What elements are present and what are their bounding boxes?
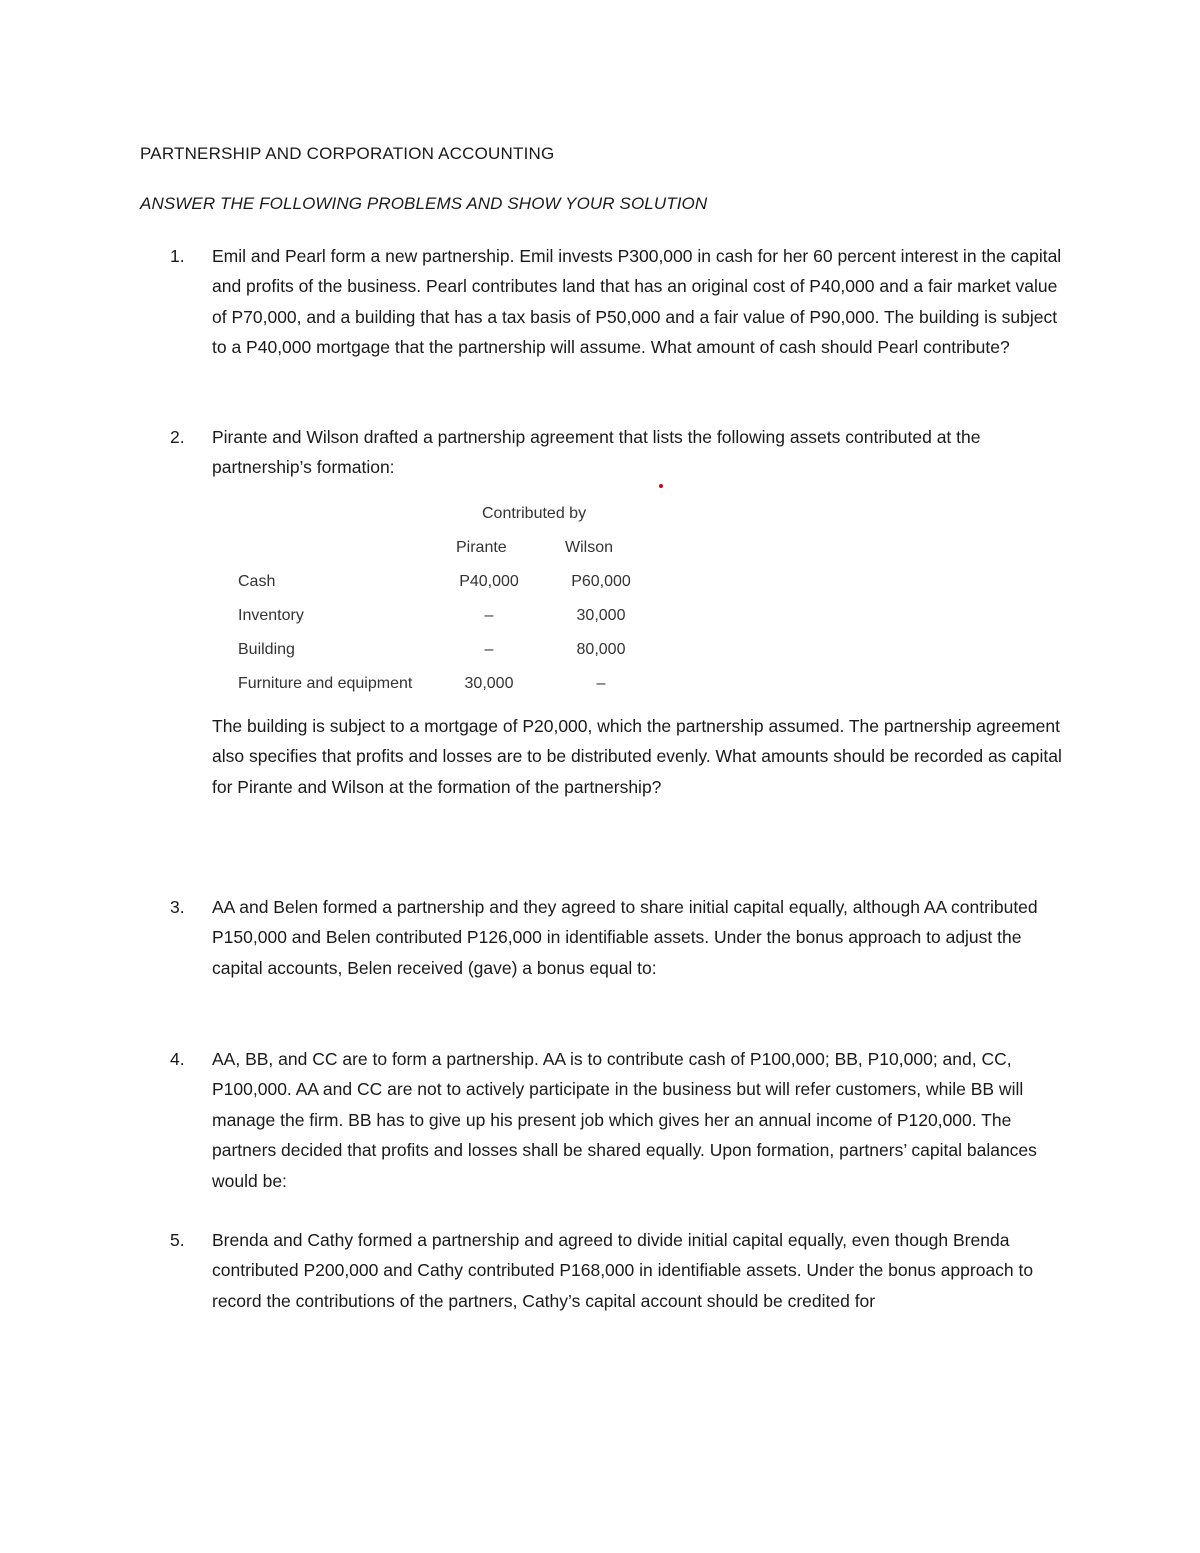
problem-5	[170, 1225, 1070, 1316]
column-header-pirante: Pirante	[456, 539, 507, 556]
contribution-table	[238, 505, 658, 705]
pirante-value: –	[484, 641, 494, 658]
red-mark	[659, 484, 663, 488]
document-instructions: ANSWER THE FOLLOWING PROBLEMS AND SHOW YOUR SOLUTION	[140, 194, 708, 213]
problem-text: Pirante and Wilson drafted a partnership agreement that lists the following assets contributed at the partnership’s formation:	[212, 427, 981, 478]
pirante-value: 30,000	[464, 675, 514, 692]
column-header-wilson: Wilson	[565, 539, 614, 556]
wilson-value: 80,000	[576, 641, 626, 658]
problem-text: AA, BB, and CC are to form a partnership. AA is to contribute cash of P100,000; BB, P10,000; and, CC, P100,000. AA and CC are not to actively participate in the business but will refer customers, while BB will manage the firm. BB has to give up his present job which gives her an annual income of P120,000. The partners decided that profits and losses shall be shared equally. Upon formation, partners’ capital balances would be:	[212, 1049, 1037, 1191]
row-label: Cash	[238, 573, 276, 590]
pirante-value: –	[484, 607, 494, 624]
wilson-value: –	[596, 675, 606, 692]
problem-1	[170, 241, 1070, 363]
problem-number: 2.	[170, 427, 185, 447]
problem-4	[170, 1044, 1070, 1196]
problem-3	[170, 892, 1070, 983]
problem-number: 5.	[170, 1230, 185, 1250]
wilson-value: 30,000	[576, 607, 626, 624]
problem-text: Emil and Pearl form a new partnership. Emil invests P300,000 in cash for her 60 percent interest in the capital and profits of the business. Pearl contributes land that has an original cost of P40,000 and a fair market value of P70,000, and a building that has a tax basis of P50,000 and a fair value of P90,000. The building is subject to a P40,000 mortgage that the partnership will assume. What amount of cash should Pearl contribute?	[212, 246, 1062, 358]
row-label: Furniture and equipment	[238, 675, 413, 692]
problem-2	[170, 422, 1070, 483]
wilson-value: P60,000	[571, 573, 631, 590]
problem-text: Brenda and Cathy formed a partnership and agreed to divide initial capital equally, even though Brenda contributed P200,000 and Cathy contributed P168,000 in identifiable assets. Under the bonus approach to record the contributions of the partners, Cathy’s capital account should be credited for	[212, 1230, 1034, 1311]
table-caption: Contributed by	[482, 505, 587, 522]
problem-number: 4.	[170, 1049, 185, 1069]
problem-number: 1.	[170, 246, 185, 266]
row-label: Building	[238, 641, 295, 658]
problem-2-continuation: The building is subject to a mortgage of P20,000, which the partnership assumed. The partnership agreement also specifies that profits and losses are to be distributed evenly. What amounts should be recorded as capital for Pirante and Wilson at the formation of the partnership?	[212, 716, 1062, 797]
problem-number: 3.	[170, 897, 185, 917]
problem-text: AA and Belen formed a partnership and they agreed to share initial capital equally, although AA contributed P150,000 and Belen contributed P126,000 in identifiable assets. Under the bonus approach to adjust the capital accounts, Belen received (gave) a bonus equal to:	[212, 897, 1038, 978]
document-title: PARTNERSHIP AND CORPORATION ACCOUNTING	[140, 144, 555, 163]
pirante-value: P40,000	[459, 573, 519, 590]
row-label: Inventory	[238, 607, 304, 624]
